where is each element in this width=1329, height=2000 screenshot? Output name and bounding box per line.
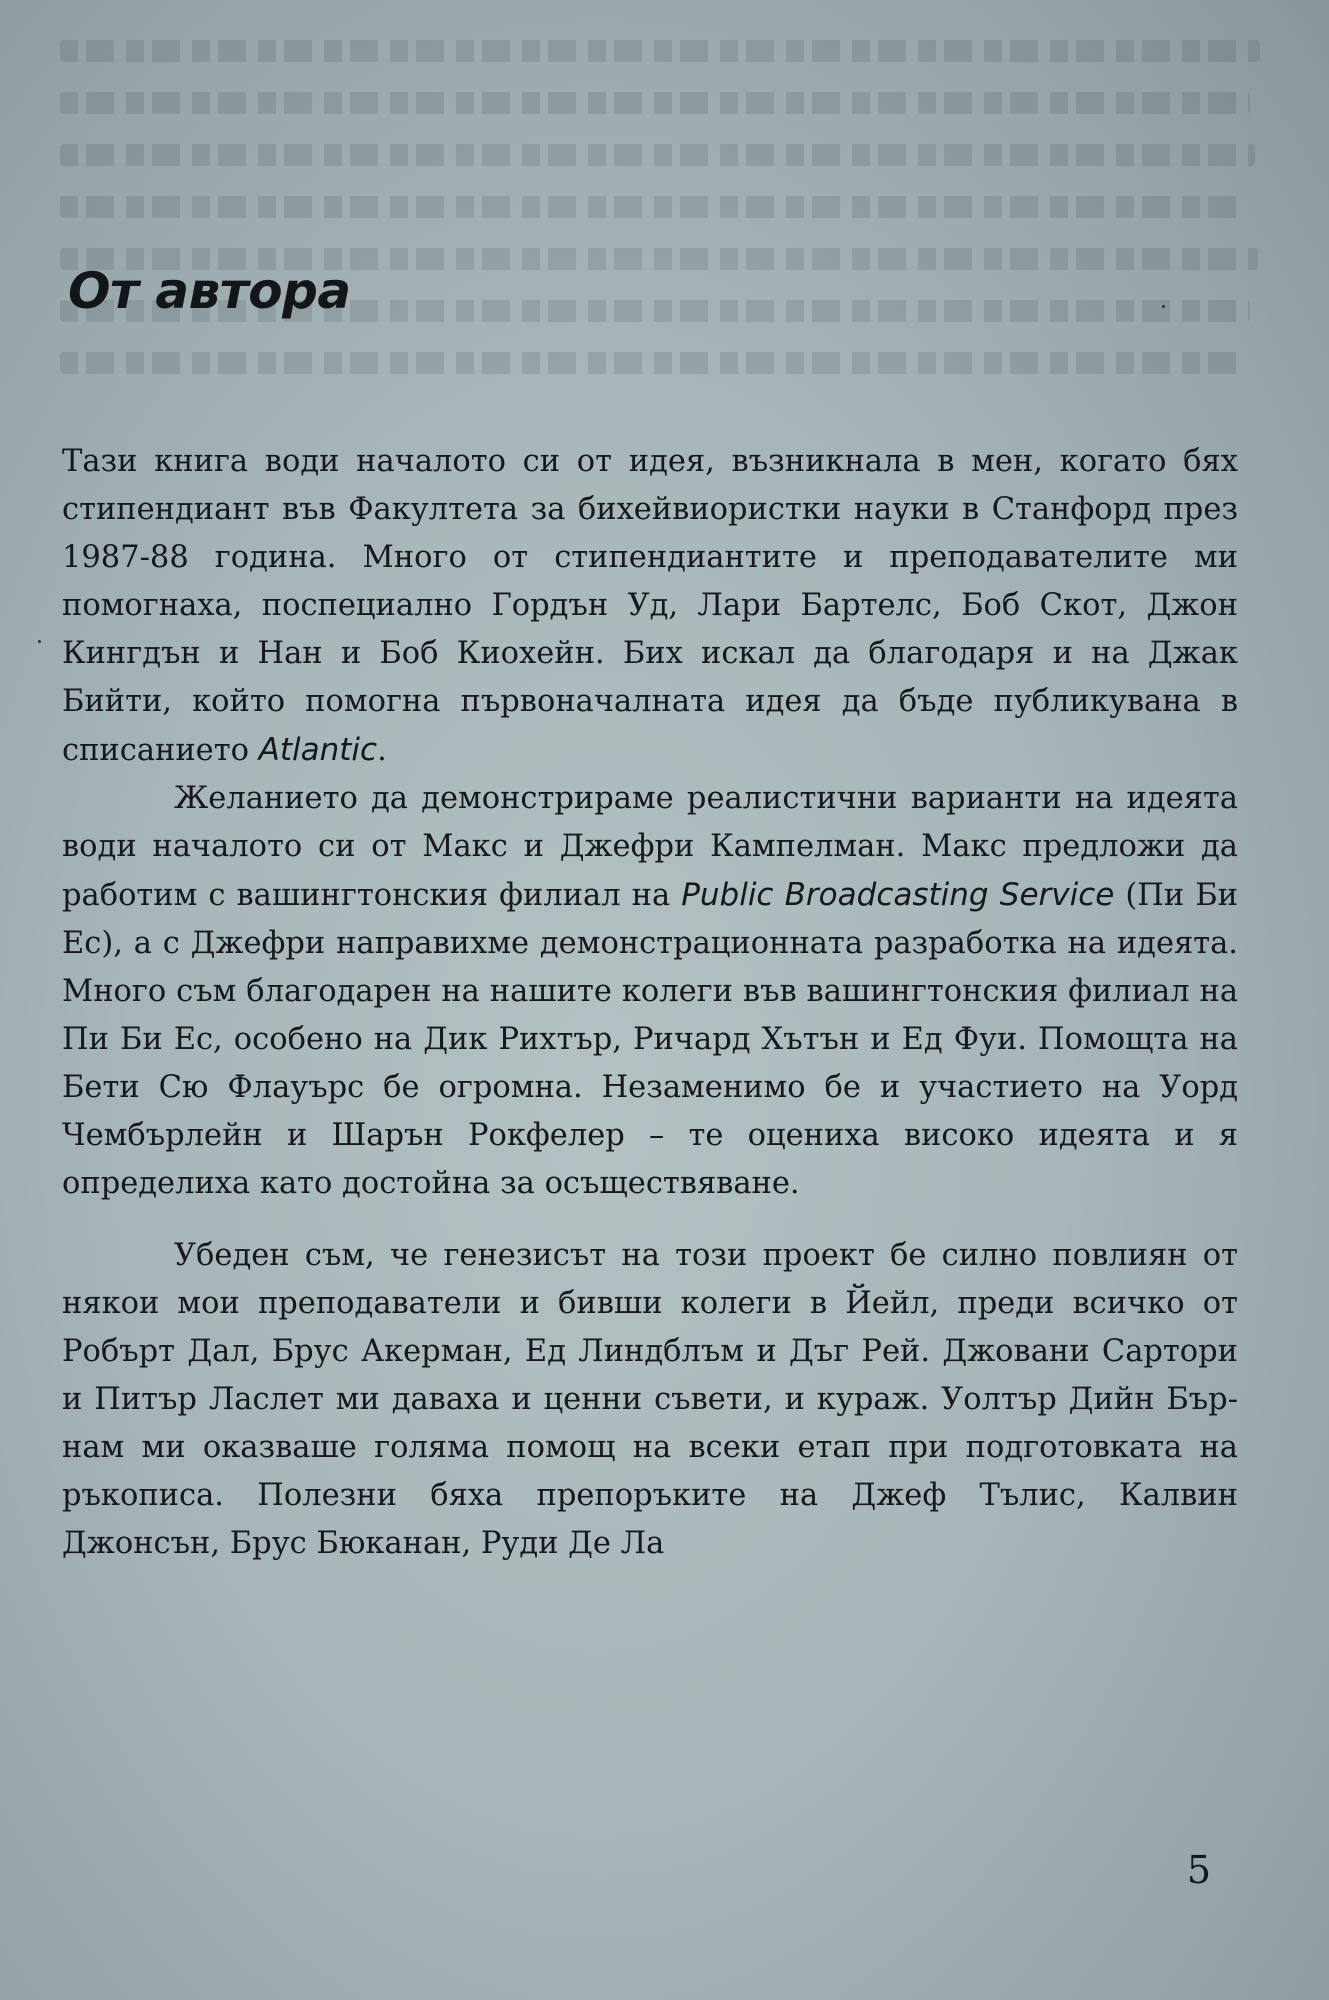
- paper-speck: [38, 640, 41, 643]
- paragraph-1-italic: Atlantic: [258, 732, 378, 768]
- paragraph-3: Убеден съм, че генезисът на този проект бе силно повлиян от някои мои преподаватели и бивши колеги в Йейл, преди всичко от Робърт Дал, Брус Акерман, Ед Линдблъм и Дъг Рей. Джовани Сартори и Питър Ласлет ми даваха и ценни съвети, и кураж. Уолтър Дийн Бърнам ми оказваше голяма помощ на всеки етап при подготовката на ръкописа. Полезни бяха препоръките на Джеф Тълис, Калвин Джонсън, Брус Бюканан, Руди Де Ла: [62, 1238, 1238, 1561]
- paragraph-2-text: Желанието да демонстрираме реалистични варианти на идеята води началото си от Макс и Джефри Кампелман. Макс предложи да работим с вашингтонския филиал на: [62, 781, 1238, 913]
- paper-speck: [1162, 305, 1165, 308]
- paragraph-2-italic: Public Broadcasting Service: [681, 877, 1115, 913]
- show-through-text: [0, 0, 1329, 420]
- paragraph-1-end: .: [377, 733, 387, 768]
- paragraph-1: [62, 438, 1238, 775]
- body-text: [62, 438, 1238, 1568]
- paragraph-1-text: Тази книга води началото си от идея, възникнала в мен, когато бях стипендиант във Факултета за бихейвиористки науки в Станфорд през 1987-88 година. Много от стипендиантите и преподавателите ми помогнаха, поспециално Гордън Уд, Лари Бартелс, Боб Скот, Джон Кингдън и Нан и Боб Киохейн. Бих искал да благодаря и на Джак Бийти, който помогна първоначалната идея да бъде публикувана в списанието: [62, 444, 1238, 768]
- paragraph-2-end: (Пи Би Ес), а с Джефри направихме демонстрационната разработка на идеята. Много съм благодарен на нашите колеги във вашингтонския филиал на Пи Би Ес, особено на Дик Рихтър, Ричард Хътън и Ед Фуи. Помощта на Бети Сю Флауърс бе огромна. Незаменимо бе и участието на Уорд Чембърлейн и Шарън Рокфелер – те оцениха високо идеята и я определиха като достойна за осъществяване.: [62, 878, 1238, 1201]
- section-title: От автора: [68, 262, 351, 320]
- paragraph-2: [62, 775, 1238, 1208]
- page-number: 5: [1186, 1848, 1211, 1892]
